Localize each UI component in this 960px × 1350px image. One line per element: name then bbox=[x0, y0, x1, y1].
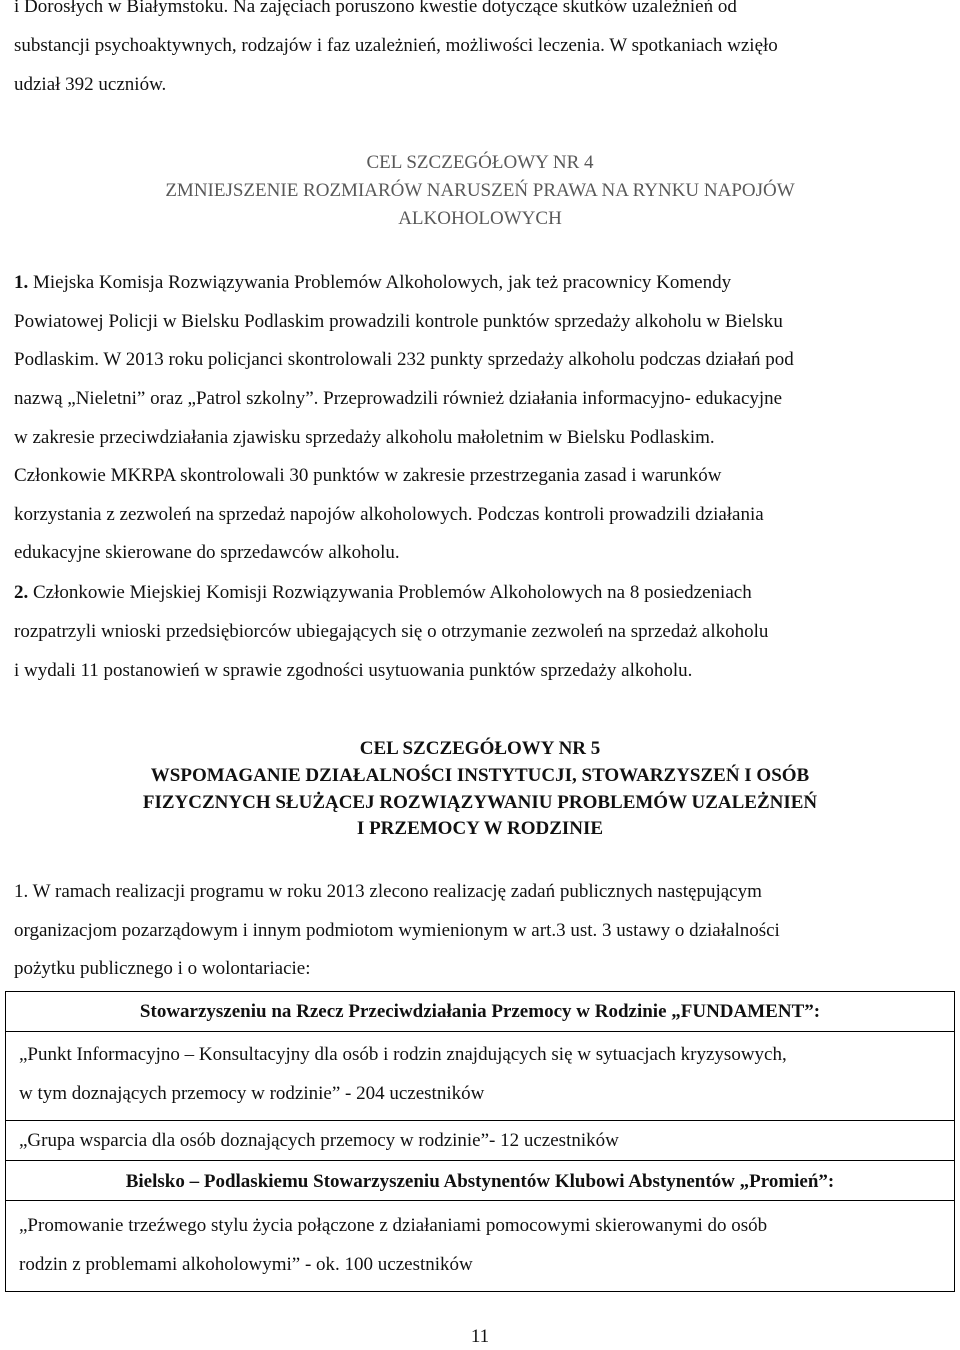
org-2-header: Bielsko – Podlaskiemu Stowarzyszeniu Abstynentów Klubowi Abstynentów „Promień”: bbox=[125, 1171, 835, 1192]
org-1-task-1-line-2: w tym doznających przemocy w rodzinie” - 204 uczestników bbox=[19, 1083, 485, 1104]
goal-4-item-1-line-4: nazwą „Nieletni” oraz „Patrol szkolny”. Przeprowadzili również działania informacyjno- edukacyjne bbox=[14, 388, 783, 409]
goal-4-subtitle-line-2: ALKOHOLOWYCH bbox=[398, 208, 562, 229]
goal-5-item-1-line-1: 1. W ramach realizacji programu w roku 2013 zlecono realizację zadań publicznych następującym bbox=[14, 881, 762, 902]
goal-4-item-1-line-5: w zakresie przeciwdziałania zjawisku sprzedaży alkoholu małoletnim w Bielsku Podlaskim. bbox=[14, 427, 715, 448]
goal-4-item-1-line-8: edukacyjne skierowane do sprzedawców alkoholu. bbox=[14, 542, 400, 563]
intro-line-2: substancji psychoaktywnych, rodzajów i faz uzależnień, możliwości leczenia. W spotkaniach wzięło bbox=[14, 35, 778, 56]
table-row bbox=[6, 992, 954, 1031]
intro-line-1: i Dorosłych w Białymstoku. Na zajęciach poruszono kwestie dotyczące skutków uzależnień od bbox=[14, 0, 737, 17]
goal-4-item-1-line-7: korzystania z zezwoleń na sprzedaż napojów alkoholowych. Podczas kontroli prowadzili działania bbox=[14, 504, 764, 525]
goal-5-title: CEL SZCZEGÓŁOWY NR 5 bbox=[359, 738, 601, 759]
goal-4-item-2-line-2: rozpatrzyli wnioski przedsiębiorców ubiegających się o otrzymanie zezwoleń na sprzedaż alkoholu bbox=[14, 621, 769, 642]
table-row bbox=[6, 1120, 954, 1160]
table-row bbox=[6, 1200, 954, 1291]
org-2-task-1-line-2: rodzin z problemami alkoholowymi” - ok. 100 uczestników bbox=[19, 1254, 473, 1275]
goal-5-subtitle-line-3: I PRZEMOCY W RODZINIE bbox=[356, 818, 604, 839]
intro-line-3: udział 392 uczniów. bbox=[14, 74, 167, 95]
goal-4-item-2-line-1: 2. Członkowie Miejskiej Komisji Rozwiązywania Problemów Alkoholowych na 8 posiedzeniach bbox=[14, 582, 752, 603]
goal-4-title: CEL SZCZEGÓŁOWY NR 4 bbox=[366, 152, 594, 173]
goal-5-subtitle-line-1: WSPOMAGANIE DZIAŁALNOŚCI INSTYTUCJI, STOWARZYSZEŃ I OSÓB bbox=[150, 765, 810, 786]
goal-4-item-1-line-1: 1. Miejska Komisja Rozwiązywania Problemów Alkoholowych, jak też pracownicy Komendy bbox=[14, 272, 732, 293]
goal-5-subtitle-line-2: FIZYCZNYCH SŁUŻĄCEJ ROZWIĄZYWANIU PROBLEMÓW UZALEŻNIEŃ bbox=[142, 792, 818, 813]
page-number: 11 bbox=[470, 1326, 490, 1347]
goal-5-item-1-line-2: organizacjom pozarządowym i innym podmiotom wymienionym w art.3 ust. 3 ustawy o działalności bbox=[14, 920, 780, 941]
organizations-table bbox=[5, 991, 955, 1292]
goal-4-subtitle-line-1: ZMNIEJSZENIE ROZMIARÓW NARUSZEŃ PRAWA NA RYNKU NAPOJÓW bbox=[165, 180, 795, 201]
goal-4-item-1-line-6: Członkowie MKRPA skontrolowali 30 punktów w zakresie przestrzegania zasad i warunków bbox=[14, 465, 722, 486]
goal-4-item-2-line-3: i wydali 11 postanowień w sprawie zgodności usytuowania punktów sprzedaży alkoholu. bbox=[14, 660, 693, 681]
table-row bbox=[6, 1160, 954, 1200]
org-1-task-2: „Grupa wsparcia dla osób doznających przemocy w rodzinie”- 12 uczestników bbox=[19, 1130, 619, 1151]
goal-4-item-1-line-2: Powiatowej Policji w Bielsku Podlaskim prowadzili kontrole punktów sprzedaży alkoholu w Bielsku bbox=[14, 311, 783, 332]
org-2-task-1-line-1: „Promowanie trzeźwego stylu życia połączone z działaniami pomocowymi skierowanymi do osób bbox=[19, 1215, 768, 1236]
table-row bbox=[6, 1031, 954, 1120]
item-number: 1. bbox=[14, 272, 29, 293]
org-1-header: Stowarzyszeniu na Rzecz Przeciwdziałania Przemocy w Rodzinie „FUNDAMENT”: bbox=[139, 1001, 821, 1022]
item-number: 2. bbox=[14, 582, 29, 603]
goal-4-item-1-line-3: Podlaskim. W 2013 roku policjanci skontrolowali 232 punkty sprzedaży alkoholu podczas działań pod bbox=[14, 349, 794, 370]
goal-5-item-1-line-3: pożytku publicznego i o wolontariacie: bbox=[14, 958, 311, 979]
org-1-task-1-line-1: „Punkt Informacyjno – Konsultacyjny dla osób i rodzin znajdujących się w sytuacjach kryzysowych, bbox=[19, 1044, 787, 1065]
